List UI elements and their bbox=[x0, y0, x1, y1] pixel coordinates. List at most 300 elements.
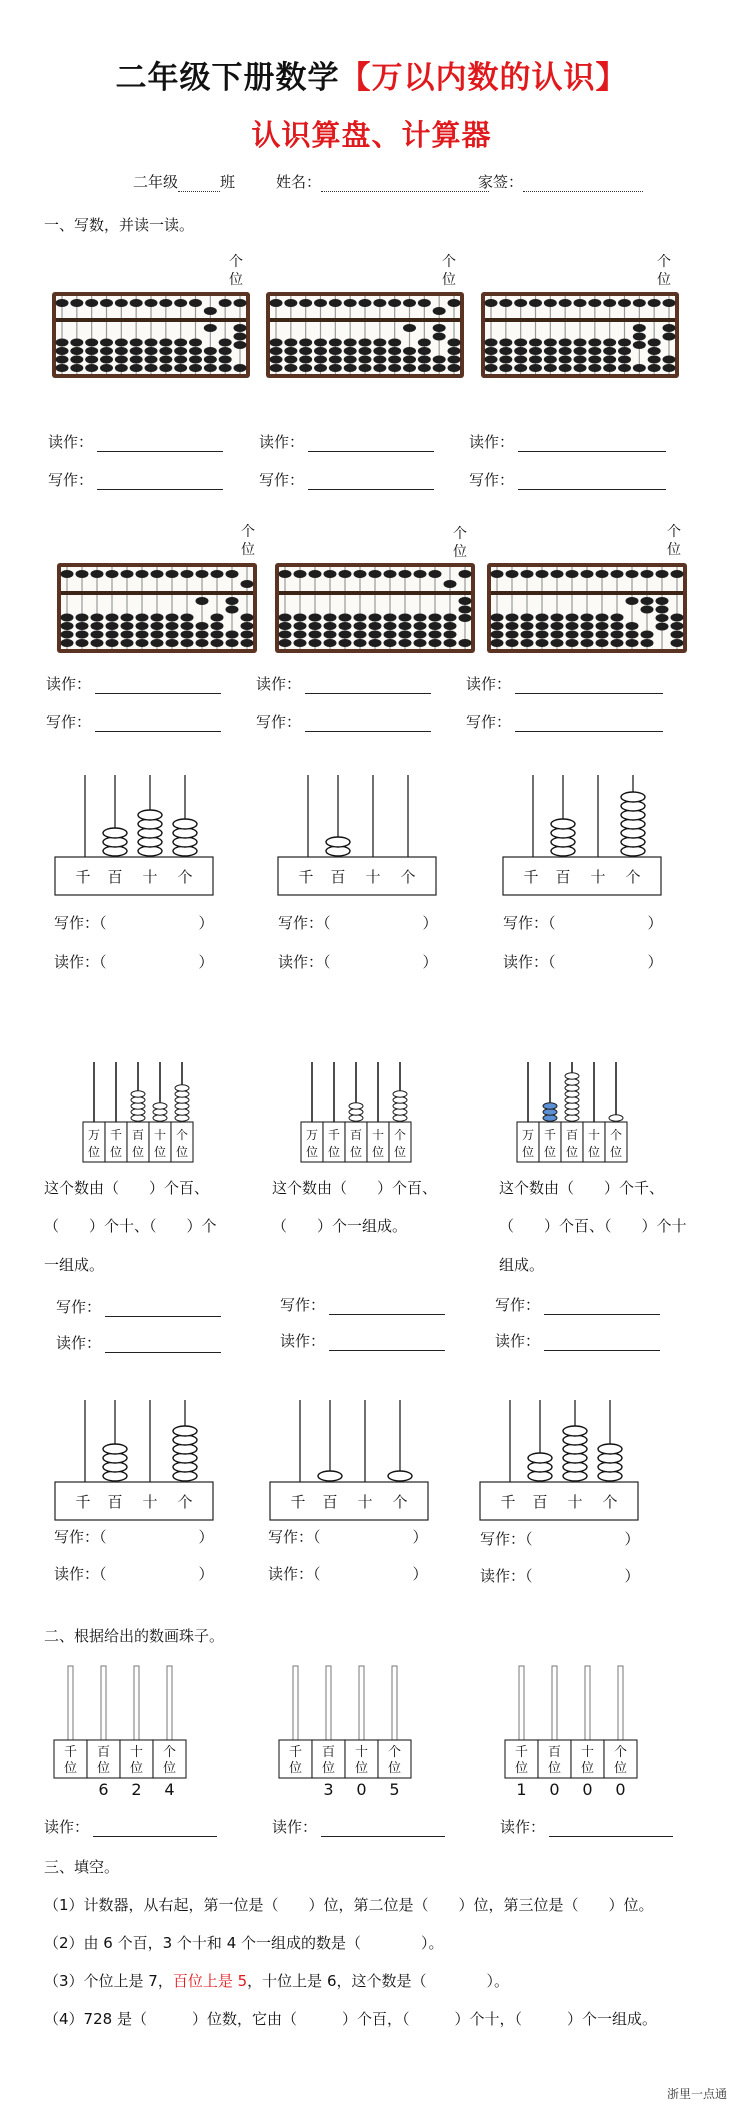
abacus-bead bbox=[279, 639, 292, 647]
fill-question-3: （3）个位上是 7，百位上是 5，十位上是 6，这个数是（ ）。 bbox=[44, 1972, 509, 1990]
abacus-bead bbox=[403, 299, 416, 307]
abacus-bead bbox=[121, 631, 134, 639]
abacus-bead bbox=[204, 324, 217, 332]
abacus-bead bbox=[444, 580, 457, 588]
abacus-bead bbox=[581, 614, 594, 622]
counter-bead bbox=[349, 1103, 363, 1109]
abacus-bead bbox=[159, 339, 172, 347]
abacus-bead bbox=[403, 324, 416, 332]
abacus-bead bbox=[529, 347, 542, 355]
abacus-bead bbox=[388, 364, 401, 372]
counter bbox=[278, 775, 438, 900]
abacus-bead bbox=[174, 299, 187, 307]
abacus-bead bbox=[551, 614, 564, 622]
counter bbox=[480, 1400, 640, 1516]
fill-question-4: （4）728 是（ ）位数，它由（ ）个百，（ ）个十，（ ）个一组成。 bbox=[44, 2010, 657, 2028]
blank-counter bbox=[52, 1660, 202, 1799]
abacus-bead bbox=[544, 299, 557, 307]
page-title: 二年级下册数学【万以内数的认识】 bbox=[115, 60, 628, 96]
place-label: 位 bbox=[175, 1145, 189, 1159]
ones-place-label: 个 位 bbox=[453, 526, 467, 560]
abacus-bead bbox=[491, 570, 504, 578]
counter-bead bbox=[565, 1079, 579, 1085]
abacus-bead bbox=[633, 364, 646, 372]
read-paren: 读作：（ ） bbox=[54, 953, 214, 971]
given-digit: 2 bbox=[131, 1780, 142, 1799]
abacus-bead bbox=[354, 570, 367, 578]
abacus-bead bbox=[181, 614, 194, 622]
abacus-bead bbox=[403, 364, 416, 372]
counter-rod bbox=[359, 1666, 364, 1740]
abacus-bead bbox=[174, 364, 187, 372]
abacus-bead bbox=[85, 347, 98, 355]
place-label: 位 bbox=[587, 1145, 601, 1159]
abacus-bead bbox=[76, 570, 89, 578]
abacus-bead bbox=[414, 622, 427, 630]
abacus-bead bbox=[106, 639, 119, 647]
abacus-bead bbox=[574, 356, 587, 364]
abacus-bead bbox=[388, 347, 401, 355]
abacus-bead bbox=[329, 356, 342, 364]
write-label: 写作： bbox=[280, 1294, 445, 1315]
place-label: 位 bbox=[543, 1145, 557, 1159]
counter-bead bbox=[543, 1109, 557, 1115]
abacus-bead bbox=[145, 299, 158, 307]
abacus-bead bbox=[373, 339, 386, 347]
abacus-bead bbox=[284, 356, 297, 364]
given-digit: 6 bbox=[98, 1780, 109, 1799]
abacus-bead bbox=[536, 570, 549, 578]
abacus-bead bbox=[418, 347, 431, 355]
abacus-bead bbox=[429, 631, 442, 639]
given-digit: 0 bbox=[615, 1780, 626, 1799]
abacus-bead bbox=[551, 570, 564, 578]
abacus-bead bbox=[219, 339, 232, 347]
abacus-bead bbox=[384, 614, 397, 622]
abacus-bead bbox=[204, 347, 217, 355]
place-label: 位 bbox=[609, 1145, 623, 1159]
read-label: 读作： bbox=[280, 1330, 445, 1351]
abacus-bead bbox=[566, 631, 579, 639]
class-field: 二年级 班 bbox=[133, 173, 236, 191]
place-label: 位 bbox=[87, 1145, 101, 1159]
abacus-bead bbox=[100, 299, 113, 307]
abacus-bead bbox=[559, 347, 572, 355]
place-label: 个 bbox=[387, 1745, 402, 1760]
abacus-bead bbox=[521, 570, 534, 578]
abacus-bead bbox=[459, 570, 472, 578]
abacus-bead bbox=[130, 299, 143, 307]
read-paren: 读作：（ ） bbox=[503, 953, 663, 971]
abacus-bead bbox=[663, 333, 676, 341]
counter-bead bbox=[621, 792, 645, 802]
abacus-bead bbox=[219, 364, 232, 372]
abacus-bead bbox=[388, 339, 401, 347]
abacus-bead bbox=[626, 597, 639, 605]
abacus-bead bbox=[574, 347, 587, 355]
abacus-bead bbox=[373, 364, 386, 372]
abacus-bead bbox=[596, 622, 609, 630]
place-label: 千 bbox=[523, 868, 539, 886]
counter-rod bbox=[293, 1666, 298, 1740]
abacus-bead bbox=[294, 631, 307, 639]
place-label: 十 bbox=[365, 868, 381, 886]
abacus-bead bbox=[521, 614, 534, 622]
abacus-bead bbox=[76, 631, 89, 639]
abacus-bead bbox=[491, 614, 504, 622]
abacus-bead bbox=[85, 356, 98, 364]
abacus-bead bbox=[566, 622, 579, 630]
place-label: 万 bbox=[521, 1128, 535, 1142]
abacus-bead bbox=[181, 639, 194, 647]
place-label: 百 bbox=[107, 868, 123, 886]
abacus-bead bbox=[618, 364, 631, 372]
abacus-bead bbox=[429, 639, 442, 647]
abacus-bead bbox=[299, 299, 312, 307]
abacus-bead bbox=[544, 364, 557, 372]
abacus-bead bbox=[418, 364, 431, 372]
abacus-bead bbox=[588, 299, 601, 307]
abacus-bead bbox=[354, 639, 367, 647]
abacus-bead bbox=[433, 324, 446, 332]
abacus-bead bbox=[506, 570, 519, 578]
abacus-bead bbox=[514, 364, 527, 372]
abacus-beam bbox=[279, 591, 471, 595]
abacus-bead bbox=[559, 339, 572, 347]
abacus-bead bbox=[226, 606, 239, 614]
abacus-bead bbox=[588, 364, 601, 372]
abacus-bead bbox=[339, 639, 352, 647]
read-paren: 读作：（ ） bbox=[268, 1565, 428, 1583]
place-label: 十 bbox=[129, 1745, 144, 1760]
abacus-bead bbox=[284, 339, 297, 347]
abacus-bead bbox=[369, 631, 382, 639]
write-label: 写作： bbox=[466, 711, 663, 732]
place-label: 个 bbox=[625, 868, 641, 886]
abacus-bead bbox=[56, 364, 69, 372]
abacus-bead bbox=[130, 364, 143, 372]
counter-bead bbox=[175, 1097, 189, 1103]
abacus-bead bbox=[100, 347, 113, 355]
abacus-bead bbox=[234, 364, 247, 372]
abacus-bead bbox=[663, 324, 676, 332]
ones-place-label: 个 位 bbox=[667, 524, 681, 558]
abacus-bead bbox=[444, 614, 457, 622]
place-label: 位 bbox=[393, 1145, 407, 1159]
abacus-bead bbox=[61, 631, 74, 639]
abacus-bead bbox=[329, 347, 342, 355]
abacus-bead bbox=[429, 622, 442, 630]
abacus-bead bbox=[566, 570, 579, 578]
abacus-beam bbox=[491, 591, 683, 595]
abacus-bead bbox=[70, 339, 83, 347]
read-label: 读作： bbox=[56, 1332, 221, 1353]
counter-bead bbox=[565, 1103, 579, 1109]
abacus-bead bbox=[671, 639, 684, 647]
abacus-bead bbox=[485, 356, 498, 364]
fill-question-1: （1）计数器，从右起，第一位是（ ）位，第二位是（ ）位，第三位是（ ）位。 bbox=[44, 1896, 654, 1914]
abacus-bead bbox=[339, 631, 352, 639]
abacus-bead bbox=[618, 299, 631, 307]
abacus-bead bbox=[648, 339, 661, 347]
place-label: 千 bbox=[500, 1493, 516, 1511]
abacus-bead bbox=[633, 341, 646, 349]
write-paren: 写作：（ ） bbox=[503, 914, 663, 932]
counter-rod bbox=[167, 1666, 172, 1740]
abacus-bead bbox=[314, 299, 327, 307]
abacus-bead bbox=[299, 339, 312, 347]
place-label: 个 bbox=[175, 1128, 189, 1142]
abacus-bead bbox=[514, 299, 527, 307]
counter-rod bbox=[552, 1666, 557, 1740]
read-label: 读作： bbox=[272, 1816, 445, 1837]
place-label: 千 bbox=[298, 868, 314, 886]
abacus-bead bbox=[499, 364, 512, 372]
abacus-bead bbox=[309, 570, 322, 578]
read-label: 读作： bbox=[259, 431, 434, 452]
abacus-bead bbox=[234, 341, 247, 349]
read-label: 读作： bbox=[44, 1816, 217, 1837]
abacus bbox=[266, 292, 464, 378]
abacus-bead bbox=[414, 570, 427, 578]
abacus-bead bbox=[100, 356, 113, 364]
given-digit: 0 bbox=[549, 1780, 560, 1799]
abacus-bead bbox=[544, 347, 557, 355]
counter-bead bbox=[175, 1091, 189, 1097]
composition-question: 这个数由（ ）个百、 bbox=[44, 1179, 210, 1197]
abacus bbox=[57, 563, 257, 653]
abacus-bead bbox=[418, 339, 431, 347]
abacus-bead bbox=[76, 614, 89, 622]
abacus-bead bbox=[226, 631, 239, 639]
abacus-bead bbox=[279, 570, 292, 578]
abacus-bead bbox=[145, 347, 158, 355]
abacus-bead bbox=[324, 639, 337, 647]
abacus-bead bbox=[211, 639, 224, 647]
place-label: 位 bbox=[109, 1145, 123, 1159]
place-label: 位 bbox=[521, 1145, 535, 1159]
place-label: 百 bbox=[322, 1493, 338, 1511]
counter bbox=[55, 775, 215, 900]
abacus-bead bbox=[448, 339, 461, 347]
abacus-bead bbox=[521, 622, 534, 630]
read-label: 读作： bbox=[256, 673, 431, 694]
place-label: 十 bbox=[580, 1745, 595, 1760]
abacus-bead bbox=[166, 570, 179, 578]
abacus-bead bbox=[339, 622, 352, 630]
abacus-bead bbox=[309, 614, 322, 622]
counter-bead bbox=[609, 1115, 623, 1121]
abacus-bead bbox=[399, 631, 412, 639]
abacus-bead bbox=[166, 639, 179, 647]
abacus-bead bbox=[85, 299, 98, 307]
abacus-bead bbox=[226, 639, 239, 647]
place-label: 位 bbox=[321, 1761, 336, 1776]
counter-bead bbox=[131, 1109, 145, 1115]
abacus-bead bbox=[294, 639, 307, 647]
abacus-bead bbox=[506, 639, 519, 647]
given-digit: 1 bbox=[516, 1780, 527, 1799]
abacus-bead bbox=[136, 622, 149, 630]
abacus-bead bbox=[551, 622, 564, 630]
abacus-bead bbox=[115, 339, 128, 347]
place-label: 百 bbox=[330, 868, 346, 886]
abacus-bead bbox=[151, 631, 164, 639]
counter-bead bbox=[173, 819, 197, 829]
abacus-bead bbox=[648, 347, 661, 355]
abacus bbox=[52, 292, 250, 378]
composition-question: 组成。 bbox=[499, 1256, 545, 1274]
name-field: 姓名： bbox=[276, 171, 489, 192]
place-label: 百 bbox=[131, 1128, 145, 1142]
place-label: 百 bbox=[555, 868, 571, 886]
abacus-bead bbox=[418, 356, 431, 364]
place-label: 千 bbox=[290, 1493, 306, 1511]
place-label: 位 bbox=[565, 1145, 579, 1159]
given-digit: 3 bbox=[323, 1780, 334, 1799]
abacus-bead bbox=[294, 622, 307, 630]
counter-bead bbox=[543, 1115, 557, 1121]
abacus-bead bbox=[671, 631, 684, 639]
abacus-bead bbox=[581, 622, 594, 630]
place-label: 位 bbox=[153, 1145, 167, 1159]
abacus-bead bbox=[56, 347, 69, 355]
abacus-bead bbox=[85, 364, 98, 372]
abacus-bead bbox=[339, 614, 352, 622]
abacus-bead bbox=[491, 622, 504, 630]
blank-counter bbox=[503, 1660, 653, 1799]
abacus-bead bbox=[414, 614, 427, 622]
counter-rod bbox=[134, 1666, 139, 1740]
abacus-bead bbox=[429, 570, 442, 578]
counter bbox=[270, 1400, 430, 1516]
abacus-bead bbox=[648, 299, 661, 307]
place-label: 万 bbox=[87, 1128, 101, 1142]
abacus-bead bbox=[588, 339, 601, 347]
abacus-bead bbox=[581, 639, 594, 647]
counter-bead bbox=[175, 1109, 189, 1115]
abacus-bead bbox=[521, 639, 534, 647]
abacus-bead bbox=[130, 347, 143, 355]
abacus-bead bbox=[671, 614, 684, 622]
abacus-bead bbox=[294, 570, 307, 578]
abacus-bead bbox=[85, 339, 98, 347]
abacus-bead bbox=[491, 631, 504, 639]
place-label: 千 bbox=[75, 868, 91, 886]
place-label: 位 bbox=[131, 1145, 145, 1159]
place-value-counter bbox=[82, 1062, 194, 1164]
abacus-bead bbox=[485, 347, 498, 355]
place-label: 千 bbox=[75, 1493, 91, 1511]
abacus-bead bbox=[369, 622, 382, 630]
abacus-bead bbox=[159, 356, 172, 364]
counter-bead bbox=[565, 1091, 579, 1097]
abacus-bead bbox=[359, 364, 372, 372]
composition-question: 这个数由（ ）个千、 bbox=[499, 1179, 665, 1197]
abacus-bead bbox=[506, 631, 519, 639]
abacus-bead bbox=[559, 356, 572, 364]
abacus-bead bbox=[115, 347, 128, 355]
abacus-bead bbox=[414, 631, 427, 639]
counter-bead bbox=[153, 1115, 167, 1121]
given-digit: 5 bbox=[389, 1780, 400, 1799]
abacus-bead bbox=[234, 324, 247, 332]
abacus-bead bbox=[359, 299, 372, 307]
abacus-bead bbox=[130, 339, 143, 347]
abacus-bead bbox=[196, 570, 209, 578]
place-value-counter bbox=[300, 1062, 412, 1164]
counter-rod bbox=[101, 1666, 106, 1740]
abacus-bead bbox=[159, 364, 172, 372]
place-label: 十 bbox=[142, 1493, 158, 1511]
counter-bead bbox=[393, 1097, 407, 1103]
place-label: 十 bbox=[354, 1745, 369, 1760]
abacus-bead bbox=[581, 570, 594, 578]
read-paren: 读作：（ ） bbox=[480, 1567, 640, 1585]
abacus-bead bbox=[648, 364, 661, 372]
abacus-bead bbox=[159, 347, 172, 355]
composition-question: 这个数由（ ）个百、 bbox=[272, 1179, 438, 1197]
abacus-bead bbox=[145, 339, 158, 347]
abacus-bead bbox=[618, 356, 631, 364]
place-label: 位 bbox=[349, 1145, 363, 1159]
abacus-bead bbox=[284, 299, 297, 307]
write-label: 写作： bbox=[46, 711, 221, 732]
abacus bbox=[481, 292, 679, 378]
counter-bead bbox=[551, 819, 575, 829]
abacus-bead bbox=[354, 614, 367, 622]
watermark: 浙里一点通 bbox=[666, 2087, 727, 2101]
counter-bead bbox=[393, 1109, 407, 1115]
abacus-beam bbox=[485, 318, 675, 322]
abacus-bead bbox=[626, 570, 639, 578]
abacus-bead bbox=[61, 614, 74, 622]
abacus-bead bbox=[151, 622, 164, 630]
abacus-bead bbox=[459, 597, 472, 605]
abacus-bead bbox=[418, 299, 431, 307]
ones-place-label: 个 位 bbox=[229, 254, 243, 288]
abacus-bead bbox=[448, 356, 461, 364]
abacus-bead bbox=[189, 356, 202, 364]
abacus-bead bbox=[151, 570, 164, 578]
place-label: 百 bbox=[107, 1493, 123, 1511]
abacus-bead bbox=[189, 339, 202, 347]
abacus-bead bbox=[76, 639, 89, 647]
abacus-bead bbox=[241, 639, 254, 647]
abacus-bead bbox=[70, 364, 83, 372]
abacus-bead bbox=[166, 631, 179, 639]
abacus-bead bbox=[663, 356, 676, 364]
counter-rod bbox=[326, 1666, 331, 1740]
abacus-bead bbox=[521, 631, 534, 639]
abacus-bead bbox=[399, 570, 412, 578]
place-label: 百 bbox=[547, 1745, 562, 1760]
abacus-bead bbox=[174, 356, 187, 364]
abacus-bead bbox=[270, 299, 283, 307]
place-label: 位 bbox=[305, 1145, 319, 1159]
write-paren: 写作：（ ） bbox=[54, 914, 214, 932]
counter-bead bbox=[393, 1091, 407, 1097]
place-label: 百 bbox=[321, 1745, 336, 1760]
abacus-bead bbox=[106, 631, 119, 639]
place-label: 千 bbox=[63, 1745, 78, 1760]
abacus-bead bbox=[344, 364, 357, 372]
abacus-bead bbox=[324, 614, 337, 622]
abacus-bead bbox=[403, 347, 416, 355]
write-paren: 写作：（ ） bbox=[268, 1528, 428, 1546]
abacus-bead bbox=[324, 631, 337, 639]
abacus-bead bbox=[56, 356, 69, 364]
